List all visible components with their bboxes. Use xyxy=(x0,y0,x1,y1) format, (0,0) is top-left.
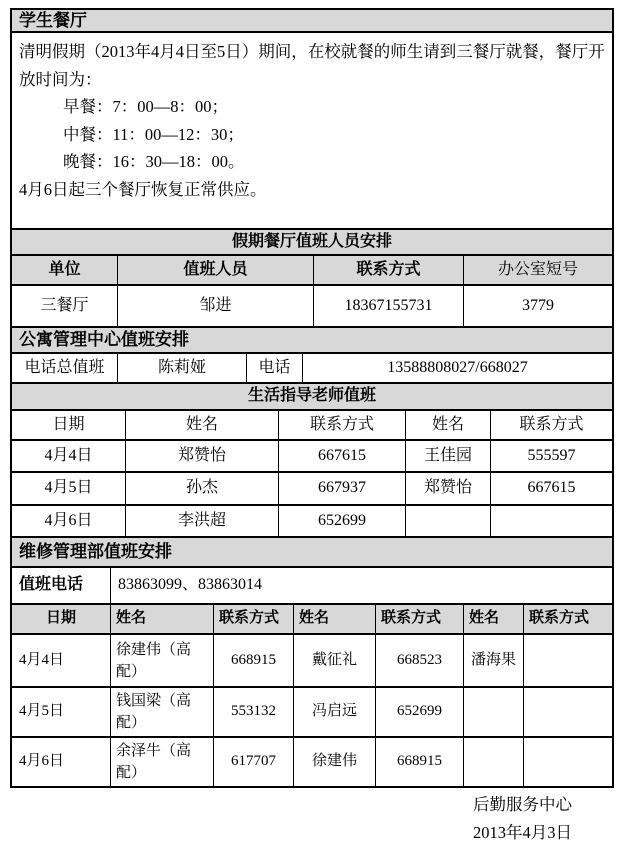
cell-contact: 18367155731 xyxy=(314,286,464,326)
maintenance-data-row xyxy=(12,635,612,688)
cell-duty-person: 陈莉娅 xyxy=(118,354,247,382)
signature-block xyxy=(473,791,572,845)
section-student-canteen xyxy=(12,10,612,33)
cell-contact: 668915 xyxy=(214,635,294,686)
column-header-person: 值班人员 xyxy=(118,256,314,284)
notice-line-dinner: 晚餐：16：30—18：00。 xyxy=(63,152,245,171)
column-header-name: 姓名 xyxy=(111,605,214,633)
notice-line: 清明假期（2013年4月4日至5日）期间，在校就餐的师生请到三餐厅就餐，餐厅开 xyxy=(19,42,605,61)
maintenance-data-row xyxy=(12,688,612,738)
section-life-teachers xyxy=(12,384,612,411)
cell-name xyxy=(464,738,524,786)
column-header-contact: 联系方式 xyxy=(529,610,590,627)
column-header-name: 姓名 xyxy=(126,411,279,439)
life-teachers-data-row xyxy=(12,506,612,538)
cell-name: 潘海果 xyxy=(464,635,524,686)
cell-phone-label: 电话 xyxy=(247,354,303,382)
signature-org: 后勤服务中心 xyxy=(473,795,572,814)
cell-contact: 555597 xyxy=(527,446,576,464)
section-title-life-teachers: 生活指导老师值班 xyxy=(12,384,612,409)
column-header-name: 姓名 xyxy=(464,605,524,633)
cell-date: 4月6日 xyxy=(12,738,111,786)
cell-contact: 668915 xyxy=(376,738,464,786)
cell-contact: 668523 xyxy=(376,635,464,686)
canteen-duty-data-row xyxy=(12,286,612,328)
cell-name: 钱国梁（高配） xyxy=(111,688,214,736)
schedule-table xyxy=(10,8,614,788)
life-teachers-data-row xyxy=(12,473,612,506)
section-title-student-canteen: 学生餐厅 xyxy=(12,10,612,31)
notice-line: 放时间为： xyxy=(19,69,102,89)
cell-contact: 667937 xyxy=(279,473,406,504)
maintenance-data-row xyxy=(12,738,612,786)
notice-line-lunch: 中餐：11：00—12：30； xyxy=(63,124,244,144)
cell-contact: 553132 xyxy=(214,688,294,736)
maintenance-header-row xyxy=(12,605,612,635)
life-teachers-header-row xyxy=(12,411,612,441)
cell-contact xyxy=(524,738,612,786)
cell-name: 郑赞怡 xyxy=(126,441,279,471)
cell-name: 郑赞怡 xyxy=(406,473,491,504)
cell-name: 李洪超 xyxy=(126,506,279,536)
notice-line-resume: 4月6日起三个餐厅恢复正常供应。 xyxy=(19,179,267,199)
cell-name: 冯启远 xyxy=(294,688,376,736)
canteen-duty-header-row xyxy=(12,256,612,286)
column-header-contact: 联系方式 xyxy=(519,415,584,433)
section-canteen-duty xyxy=(12,230,612,256)
column-header-unit: 单位 xyxy=(12,256,118,284)
column-header-name: 姓名 xyxy=(294,605,376,633)
cell-contact xyxy=(524,635,612,686)
cell-date: 4月6日 xyxy=(12,506,126,536)
section-maintenance xyxy=(12,538,612,568)
cell-contact: 652699 xyxy=(376,688,464,736)
life-teachers-data-row xyxy=(12,441,612,473)
cell-name: 王佳园 xyxy=(406,441,491,471)
cell-date: 4月5日 xyxy=(12,473,126,504)
cell-date: 4月5日 xyxy=(12,688,111,736)
cell-date: 4月4日 xyxy=(12,635,111,686)
cell-contact xyxy=(491,506,612,536)
cell-contact xyxy=(524,688,612,736)
cell-name: 余泽牛（高配） xyxy=(111,738,214,786)
column-header-name: 姓名 xyxy=(406,411,491,439)
cell-date: 4月4日 xyxy=(12,441,126,471)
cell-phone-number: 13588808027/668027 xyxy=(387,358,528,376)
cell-name xyxy=(406,506,491,536)
cell-duty-phone-label: 值班电话 xyxy=(12,568,111,603)
signature-date: 2013年4月3日 xyxy=(473,823,572,842)
notice-line-breakfast: 早餐：7：00—8：00； xyxy=(63,97,228,116)
cell-name: 徐建伟（高配） xyxy=(111,635,214,686)
section-title-canteen-duty: 假期餐厅值班人员安排 xyxy=(12,230,612,254)
cell-contact: 667615 xyxy=(279,441,406,471)
column-header-contact: 联系方式 xyxy=(376,605,464,633)
section-title-maintenance: 维修管理部值班安排 xyxy=(12,538,612,566)
column-header-date: 日期 xyxy=(12,411,126,439)
cell-contact: 667615 xyxy=(527,479,576,497)
notice-text xyxy=(12,33,612,228)
column-header-date: 日期 xyxy=(12,605,111,633)
apartment-duty-row xyxy=(12,354,612,384)
cell-name xyxy=(464,688,524,736)
maintenance-phone-row xyxy=(12,568,612,605)
section-title-apartment-center: 公寓管理中心值班安排 xyxy=(12,328,612,352)
cell-person: 邹进 xyxy=(118,286,314,326)
cell-name: 戴征礼 xyxy=(294,635,376,686)
cell-duty-phone-numbers: 83863099、83863014 xyxy=(118,576,263,594)
section-apartment-center xyxy=(12,328,612,354)
cell-unit: 三餐厅 xyxy=(12,286,118,326)
cell-name: 孙杰 xyxy=(126,473,279,504)
cell-contact: 617707 xyxy=(214,738,294,786)
cell-contact: 652699 xyxy=(279,506,406,536)
column-header-contact: 联系方式 xyxy=(279,411,406,439)
notice-paragraph-row xyxy=(12,33,612,230)
cell-name: 徐建伟 xyxy=(294,738,376,786)
column-header-contact: 联系方式 xyxy=(214,605,294,633)
cell-office-ext: 3779 xyxy=(522,296,554,314)
column-header-office-ext: 办公室短号 xyxy=(497,260,578,278)
column-header-contact: 联系方式 xyxy=(314,256,464,284)
cell-phone-duty-label: 电话总值班 xyxy=(12,354,118,382)
